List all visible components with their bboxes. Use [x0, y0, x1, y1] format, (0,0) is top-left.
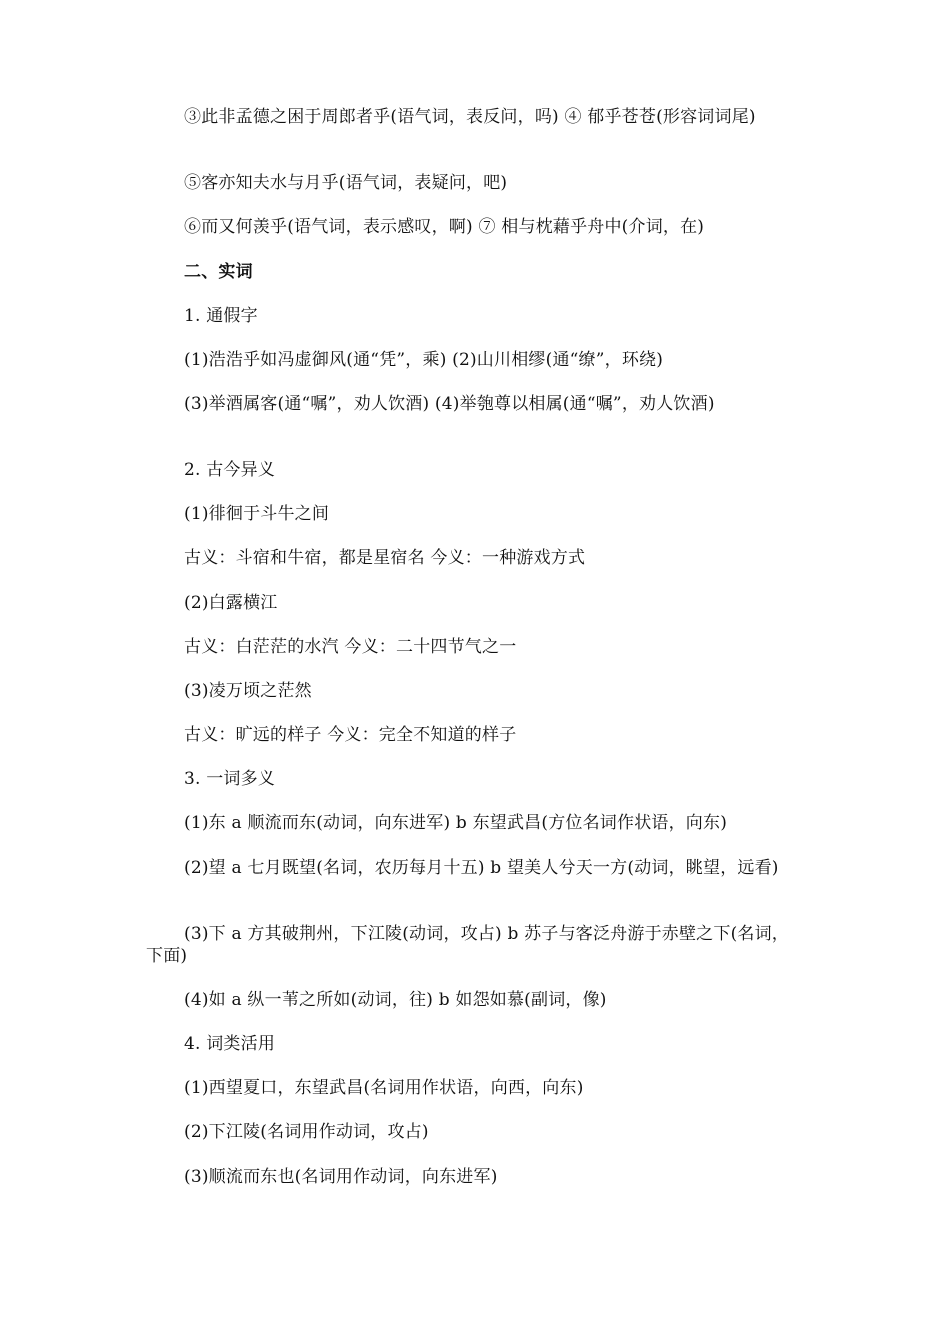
paragraph-huoyong-2: (2)下江陵(名词用作动词，攻占)	[184, 1122, 429, 1142]
paragraph-gujin-1: (1)徘徊于斗牛之间	[184, 504, 330, 524]
subheading-cilei-huoyong: 4. 词类活用	[184, 1034, 276, 1054]
paragraph-huoyong-1: (1)西望夏口，东望武昌(名词用作状语，向西，向东)	[184, 1078, 584, 1098]
paragraph-duoyi-4: (4)如 a 纵一苇之所如(动词，往) b 如怨如慕(副词，像)	[184, 990, 607, 1010]
subheading-yici-duoyi: 3. 一词多义	[184, 769, 276, 789]
subheading-gujin-yiyi: 2. 古今异义	[184, 460, 276, 480]
paragraph-gujin-2: (2)白露横江	[184, 593, 278, 613]
paragraph-gujin-3: (3)凌万顷之茫然	[184, 681, 312, 701]
paragraph-gujin-2-meaning: 古义：白茫茫的水汽 今义：二十四节气之一	[184, 637, 517, 657]
paragraph-duoyi-3: (3)下 a 方其破荆州，下江陵(动词，攻占) b 苏子与客泛舟游于赤壁之下(名词，下面)	[146, 924, 790, 966]
paragraph-huoyong-3: (3)顺流而东也(名词用作动词，向东进军)	[184, 1167, 498, 1187]
paragraph-duoyi-1: (1)东 a 顺流而东(动词，向东进军) b 东望武昌(方位名词作状语，向东)	[184, 813, 728, 833]
paragraph-gujin-1-meaning: 古义：斗宿和牛宿，都是星宿名 今义：一种游戏方式	[184, 548, 586, 568]
paragraph-tongjiazi-1-2: (1)浩浩乎如冯虚御风(通“凭”，乘) (2)山川相缪(通“缭”，环绕)	[184, 350, 664, 370]
section-heading-content-words: 二、实词	[184, 262, 253, 282]
paragraph-particle-hu-5: ⑤客亦知夫水与月乎(语气词，表疑问，吧)	[184, 173, 508, 193]
paragraph-particle-hu-3-4: ③此非孟德之困于周郎者乎(语气词，表反问，吗) ④ 郁乎苍苍(形容词词尾)	[184, 107, 756, 127]
paragraph-duoyi-2: (2)望 a 七月既望(名词，农历每月十五) b 望美人兮天一方(动词，眺望，远看)	[184, 858, 779, 878]
paragraph-particle-hu-6-7: ⑥而又何羡乎(语气词，表示感叹，啊) ⑦ 相与枕藉乎舟中(介词，在)	[184, 217, 705, 237]
subheading-tongjiazi: 1. 通假字	[184, 306, 258, 326]
paragraph-tongjiazi-3-4: (3)举酒属客(通“嘱”，劝人饮酒) (4)举匏尊以相属(通“嘱”，劝人饮酒)	[184, 394, 715, 414]
paragraph-gujin-3-meaning: 古义：旷远的样子 今义：完全不知道的样子	[184, 725, 517, 745]
